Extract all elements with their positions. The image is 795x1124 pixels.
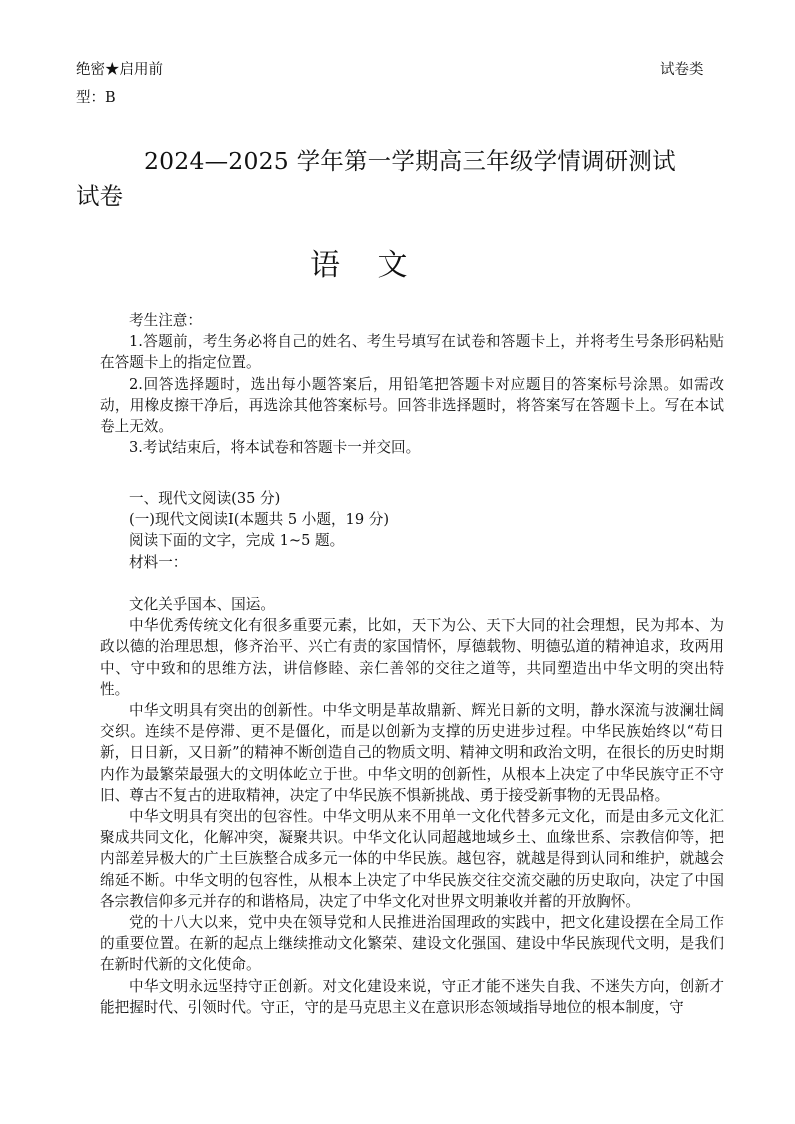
section-instruction: 阅读下面的文字，完成 1~5 题。 bbox=[129, 532, 345, 550]
section-subheading: (一)现代文阅读Ⅰ(本题共 5 小题，19 分) bbox=[129, 511, 390, 529]
confidential-label: 绝密★启用前 bbox=[76, 62, 163, 78]
exam-title-continued: 试卷 bbox=[76, 182, 123, 210]
notice-heading: 考生注意： bbox=[129, 312, 202, 329]
paper-type-label: 试卷类 bbox=[660, 62, 704, 78]
passage-paragraph: 文化关乎国本、国运。 bbox=[129, 596, 275, 613]
section-heading: 一、现代文阅读(35 分) bbox=[129, 490, 281, 507]
notice-item-2: 2.回答选择题时，选出每小题答案后，用铅笔把答题卡对应题目的答案标号涂黑。如需改动，用橡皮擦干净后，再选涂其他答案标号。回答非选择题时，将答案写在答题卡上。写在本试卷上无效。 bbox=[100, 375, 724, 436]
notice-item-3: 3.考试结束后，将本试卷和答题卡一并交回。 bbox=[129, 439, 421, 457]
passage-paragraph: 党的十八大以来，党中央在领导党和人民推进治国理政的实践中，把文化建设摆在全局工作的重要位置。在新的起点上继续推动文化繁荣、建设文化强国、建设中华民族现代文明，是我们在新时代新的文化使命。 bbox=[100, 914, 724, 974]
exam-title: 2024—2025 学年第一学期高三年级学情调研测试 bbox=[144, 147, 676, 175]
exam-notice bbox=[100, 310, 724, 458]
notice-item-1: 1.答题前，考生务必将自己的姓名、考生号填写在试卷和答题卡上，并将考生号条形码粘贴在答题卡上的指定位置。 bbox=[100, 333, 724, 372]
subject-title: 语 文 bbox=[310, 248, 422, 283]
reading-section-header bbox=[100, 488, 724, 573]
reading-passage bbox=[100, 594, 724, 1018]
passage-paragraph: 中华文明永远坚持守正创新。对文化建设来说，守正才能不迷失自我、不迷失方向，创新才能把握时代、引领时代。守正，守的是马克思主义在意识形态领域指导地位的根本制度，守 bbox=[100, 977, 724, 1016]
passage-paragraph: 中华文明具有突出的包容性。中华文明从来不用单一文化代替多元文化，而是由多元文化汇聚成共同文化，化解冲突，凝聚共识。中华文化认同超越地域乡土、血缘世系、宗教信仰等，把内部差异极大的广土巨族整合成多元一体的中华民族。越包容，就越是得到认同和维护，就越会绵延不断。中华文明的包容性，从根本上决定了中华民族交往交流交融的历史取向，决定了中国各宗教信仰多元并存的和谐格局，决定了中华文化对世界文明兼收并蓄的开放胸怀。 bbox=[100, 808, 724, 910]
material-label: 材料一： bbox=[129, 553, 188, 571]
passage-paragraph: 中华文明具有突出的创新性。中华文明是革故鼎新、辉光日新的文明，静水深流与波澜壮阔交织。连续不是停滞、更不是僵化，而是以创新为支撑的历史进步过程。中华民族始终以“苟日新，日日新，又日新”的精神不断创造自己的物质文明、精神文明和政治文明，在很长的历史时期内作为最繁荣最强大的文明体屹立于世。中华文明的创新性，从根本上决定了中华民族守正不守旧、尊古不复古的进取精神，决定了中华民族不惧新挑战、勇于接受新事物的无畏品格。 bbox=[100, 702, 724, 804]
passage-paragraph: 中华优秀传统文化有很多重要元素，比如，天下为公、天下大同的社会理想，民为邦本、为政以德的治理思想，修齐治平、兴亡有责的家国情怀，厚德载物、明德弘道的精神追求，玫两用中、守中致和的思维方法，讲信修睦、亲仁善邻的交往之道等，共同塑造出中华文明的突出特性。 bbox=[100, 617, 724, 698]
paper-type-value: 型：B bbox=[76, 90, 116, 106]
